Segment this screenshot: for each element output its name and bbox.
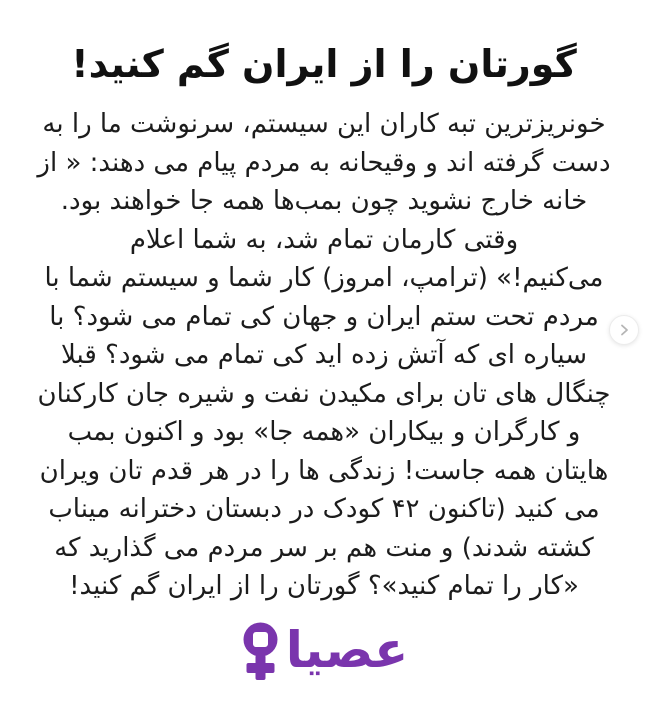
body-text-line: «کار را تمام کنید»؟ گورتان را از ایران گم کنید! bbox=[69, 571, 579, 601]
post-body bbox=[0, 105, 648, 606]
body-text-line: وقتی کارمان تمام شد، به شما اعلام bbox=[129, 224, 519, 255]
body-text-line: کشته شدند) و منت هم بر سر مردم می گذارید که bbox=[54, 532, 594, 563]
body-text-line: می کنید (تاکنون ۴۲ کودک در دبستان دخترانه میناب bbox=[48, 494, 600, 524]
body-text-line: مردم تحت ستم ایران و جهان کی تمام می شود؟ با bbox=[49, 301, 599, 332]
body-text-line: سیاره ای که آتش زده اید کی تمام می شود؟ قبلا bbox=[60, 340, 588, 370]
body-text-line: هایتان همه جاست! زندگی ها را در هر قدم تان ویران bbox=[39, 455, 609, 486]
body-text-line: و کارگران و بیکاران «همه جا» بود و اکنون بمب bbox=[67, 417, 581, 447]
osyan-logo bbox=[0, 622, 648, 684]
post-title: گورتان را از ایران گم کنید! bbox=[71, 42, 577, 86]
body-text-line: دست گرفته اند و وقیحانه به مردم پیام می دهند: « از bbox=[37, 147, 611, 178]
logo-wordmark: عصیا bbox=[285, 621, 409, 679]
chevron-right-icon bbox=[615, 321, 633, 339]
body-text-line: خانه خارج نشوید چون بمب‌ها همه جا خواهند بود. bbox=[60, 186, 588, 216]
body-text-line: می‌کنیم!» (ترامپ، امروز) کار شما و سیستم شما با bbox=[44, 263, 604, 293]
carousel-next-button[interactable] bbox=[609, 315, 639, 345]
female-symbol-icon bbox=[240, 622, 281, 682]
body-text-line: چنگال های تان برای مکیدن نفت و شیره جان کارکنان bbox=[37, 378, 611, 409]
body-text-line: خونریزترین تبه کاران این سیستم، سرنوشت ما را به bbox=[42, 109, 606, 139]
